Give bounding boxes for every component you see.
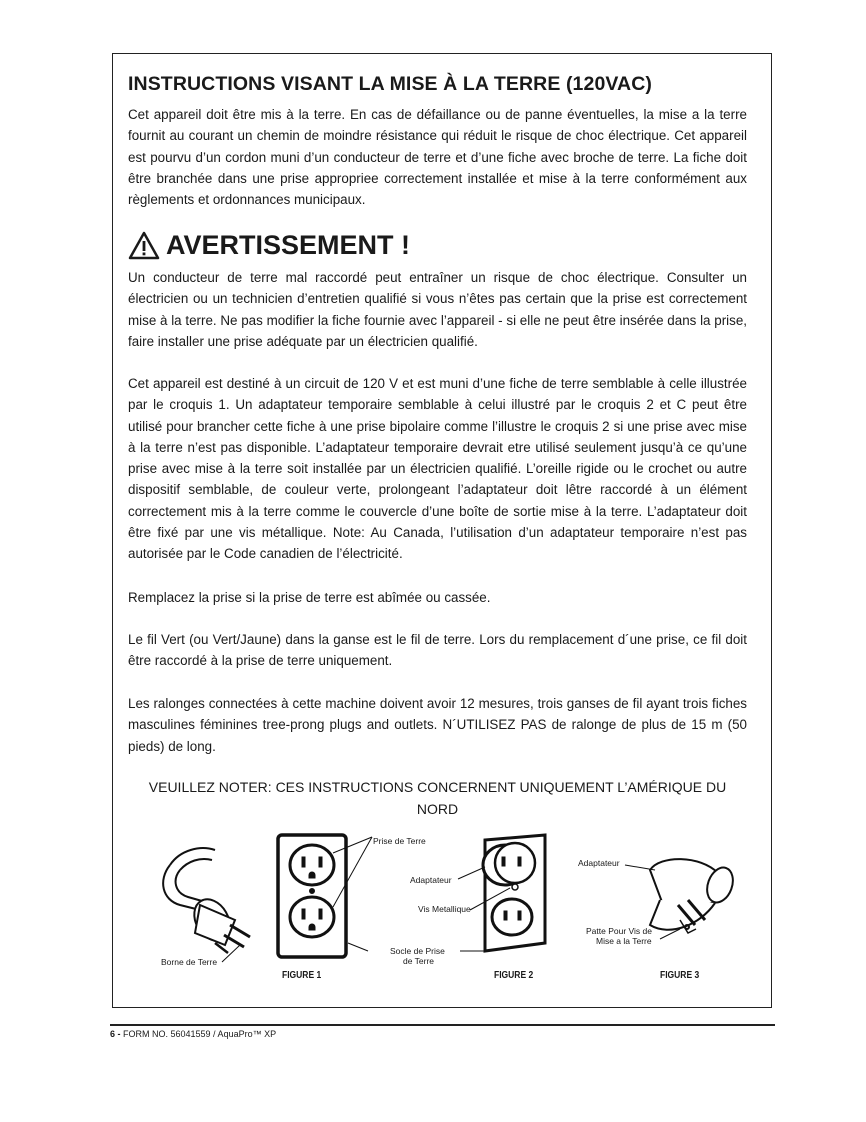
- intro-paragraph: Cet appareil doit être mis à la terre. En cas de défaillance ou de panne éventuelles, la mise a la terre fournit au courant un chemin de moindre résistance qui réduit le risque de choc électrique. Cet appareil est pourvu d’un cordon muni d’un conducteur de terre et d’une fiche avec broche de terre. La fiche doit être branchée dans une prise appropriee correctement installée et mise à la terre conformément aux règlements et ordonnances municipaux.: [128, 107, 747, 208]
- circuit-paragraph: Cet appareil est destiné à un circuit de 120 V et est muni d’une fiche de terre semblable à celle illustrée par le croquis 1. Un adaptateur temporaire semblable à celui illustré par le croquis 2 et C peut être utilisé pour brancher cette fiche à une prise bipolaire comme l’illustre le croquis 2 si une prise avec mise à la terre n’est pas disponible. L’adaptateur temporaire devrait etre utilisé seulement jusqu’à ce qu’une prise avec mise à la terre soit installée par un électricien qualifié. L’oreille rigide ou le crochet ou autre dispositif semblable, de couleur verte, prolongeant l’adaptateur doit lêtre raccordé à un élément correctement mis à la terre comme le couvercle d’une boîte de sortie mise à la terre. L’adaptateur doit être fixé par une vis métallique. Note: Au Canada, l’utilisation d’un adaptateur temporaire n’est pas autorisée par le Code canadien de l’électricité.: [128, 376, 747, 562]
- label-patte-2: Mise a la Terre: [596, 936, 652, 946]
- label-prise-terre: Prise de Terre: [373, 836, 426, 846]
- grounded-plug-illustration: [163, 848, 250, 953]
- warning-title: AVERTISSEMENT !: [166, 230, 411, 260]
- label-patte-1: Patte Pour Vis de: [586, 926, 652, 936]
- label-socle-2: de Terre: [403, 956, 435, 966]
- warning-paragraph: Un conducteur de terre mal raccordé peut entraîner un risque de choc électrique. Consulter un électricien ou un technicien d’entretien qualifié si vous n’êtes pas certain que la prise est correctement mise à la terre. Ne pas modifier la fiche fournie avec l’appareil - si elle ne peut être insérée dans la prise, faire installer une prise adéquate par un électricien qualifié.: [128, 270, 747, 349]
- adapter-plug-illustration: [650, 859, 737, 933]
- wire-paragraph: Le fil Vert (ou Vert/Jaune) dans la ganse est le fil de terre. Lors du remplacement d´une prise, ce fil doit être raccordé à la prise de terre uniquement.: [128, 632, 747, 669]
- warning-triangle-icon: [128, 231, 160, 261]
- grounded-outlet-illustration: [278, 835, 346, 957]
- label-vis-metallique: Vis Metallique: [418, 904, 471, 914]
- label-borne-terre: Borne de Terre: [161, 957, 218, 967]
- replace-paragraph: Remplacez la prise si la prise de terre est abîmée ou cassée.: [128, 590, 491, 605]
- adapter-outlet-illustration: [483, 835, 545, 951]
- footer-rule: [110, 1024, 775, 1026]
- figure-2-caption: FIGURE 2: [494, 970, 534, 981]
- page-footer: [110, 1029, 276, 1039]
- figure-1-caption: FIGURE 1: [282, 970, 322, 981]
- page-number: 6 -: [110, 1029, 121, 1039]
- extension-paragraph: Les ralonges connectées à cette machine doivent avoir 12 mesures, trois ganses de fil ayant trois fiches masculines féminines tree-prong plugs and outlets. N´UTILISEZ PAS de ralonge de plus de 15 m (50 pieds) de long.: [128, 696, 747, 754]
- warning-heading: [128, 230, 410, 261]
- form-number: FORM NO. 56041559 / AquaPro™ XP: [120, 1029, 277, 1039]
- label-adaptateur-fig3: Adaptateur: [578, 858, 620, 868]
- figure-3-caption: FIGURE 3: [660, 970, 700, 981]
- label-socle-1: Socle de Prise: [390, 946, 445, 956]
- label-adaptateur-fig2: Adaptateur: [410, 875, 452, 885]
- section-heading: INSTRUCTIONS VISANT LA MISE À LA TERRE (120VAC): [128, 73, 653, 95]
- north-america-note: VEUILLEZ NOTER: CES INSTRUCTIONS CONCERNENT UNIQUEMENT L’AMÉRIQUE DU NORD: [148, 779, 727, 817]
